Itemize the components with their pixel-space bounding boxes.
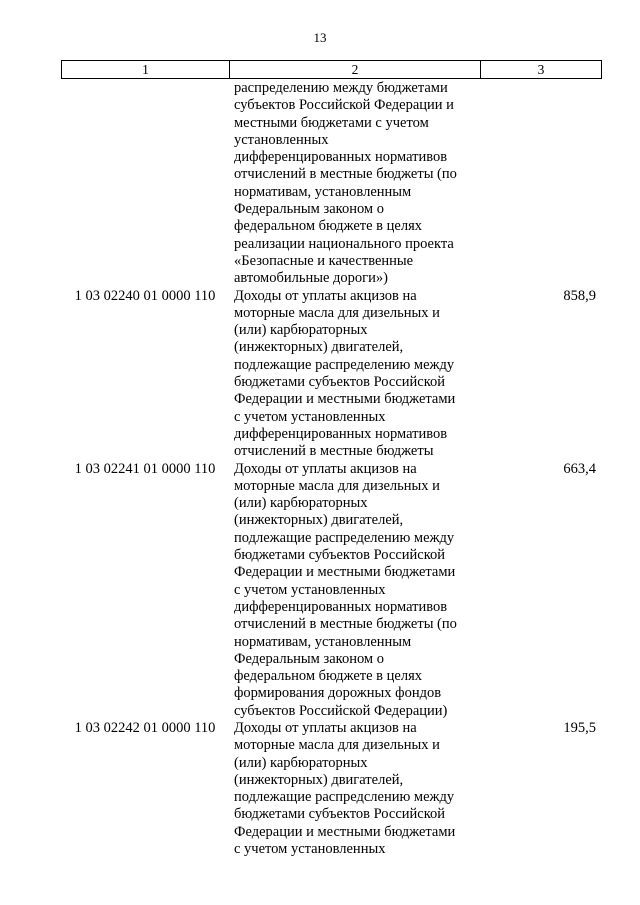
- description-line: моторные масла для дизельных и: [234, 737, 440, 754]
- amount-cell: 858,9: [563, 287, 596, 304]
- description-line: установленных: [234, 131, 329, 148]
- description-line: автомобильные дороги»): [234, 270, 388, 287]
- description-line: «Безопасные и качественные: [234, 252, 414, 269]
- description-line: моторные масла для дизельных и: [234, 304, 440, 321]
- code-cell: 1 03 02240 01 0000 110: [74, 287, 216, 304]
- table-row: [61, 461, 602, 720]
- description-line: субъектов Российской Федерации и: [234, 97, 454, 114]
- description-line: подлежащие распределению между: [234, 529, 455, 546]
- header-col-2: 2: [230, 61, 481, 78]
- description-cell: [229, 720, 480, 858]
- description-line: (или) карбюраторных: [234, 495, 368, 512]
- description-line: подлежащие распредслению между: [234, 789, 455, 806]
- description-line: субъектов Российской Федерации): [234, 702, 448, 719]
- description-line: федеральном бюджете в целях: [234, 218, 422, 235]
- description-line: с учетом установленных: [234, 408, 386, 425]
- description-line: Федерации и местными бюджетами: [234, 391, 456, 408]
- description-cell: [229, 461, 480, 720]
- table-header: [61, 60, 602, 79]
- description-line: распределению между бюджетами: [234, 80, 448, 96]
- description-line: (инжекторных) двигателей,: [234, 512, 404, 529]
- description-line: дифференцированных нормативов: [234, 425, 448, 442]
- description-cell: [229, 288, 480, 461]
- description-line: Федеральным законом о: [234, 650, 384, 667]
- description-line: (инжекторных) двигателей,: [234, 339, 404, 356]
- description-line: Федеральным законом о: [234, 201, 384, 218]
- description-line: Доходы от уплаты акцизов на: [234, 719, 417, 736]
- amount-cell: [480, 80, 602, 288]
- description-line: Доходы от уплаты акцизов на: [234, 460, 417, 477]
- amount-cell: 195,5: [563, 719, 596, 736]
- table-body: [61, 80, 602, 858]
- page-number: 13: [313, 30, 327, 45]
- table-row-continuation: [61, 80, 602, 288]
- description-line: отчислений в местные бюджеты (по: [234, 166, 457, 183]
- description-line: местными бюджетами с учетом: [234, 114, 429, 131]
- description-line: с учетом установленных: [234, 581, 386, 598]
- description-line: (или) карбюраторных: [234, 322, 368, 339]
- description-line: дифференцированных нормативов: [234, 598, 448, 615]
- description-line: бюджетами субъектов Российской: [234, 374, 446, 391]
- description-line: нормативам, установленным: [234, 183, 412, 200]
- description-cell: [229, 80, 480, 288]
- description-line: бюджетами субъектов Российской: [234, 806, 446, 823]
- description-line: дифференцированных нормативов: [234, 149, 448, 166]
- amount-cell: 663,4: [563, 460, 596, 477]
- description-line: отчислений в местные бюджеты: [234, 443, 434, 460]
- description-line: моторные масла для дизельных и: [234, 477, 440, 494]
- code-cell: 1 03 02242 01 0000 110: [74, 719, 216, 736]
- description-line: с учетом установленных: [234, 841, 386, 858]
- description-line: бюджетами субъектов Российской: [234, 547, 446, 564]
- table-row: [61, 720, 602, 858]
- description-line: нормативам, установленным: [234, 633, 412, 650]
- description-line: подлежащие распределению между: [234, 356, 455, 373]
- description-line: Доходы от уплаты акцизов на: [234, 287, 417, 304]
- description-line: (или) карбюраторных: [234, 754, 368, 771]
- header-col-1: 1: [62, 61, 230, 78]
- table-row: [61, 288, 602, 461]
- description-line: (инжекторных) двигателей,: [234, 771, 404, 788]
- header-col-3: 3: [537, 61, 545, 77]
- code-cell: [61, 80, 229, 288]
- description-line: Федерации и местными бюджетами: [234, 564, 456, 581]
- code-cell: 1 03 02241 01 0000 110: [74, 460, 216, 477]
- description-line: федеральном бюджете в целях: [234, 668, 422, 685]
- description-line: реализации национального проекта: [234, 235, 454, 252]
- description-line: отчислений в местные бюджеты (по: [234, 616, 457, 633]
- description-line: формирования дорожных фондов: [234, 685, 442, 702]
- description-line: Федерации и местными бюджетами: [234, 823, 456, 840]
